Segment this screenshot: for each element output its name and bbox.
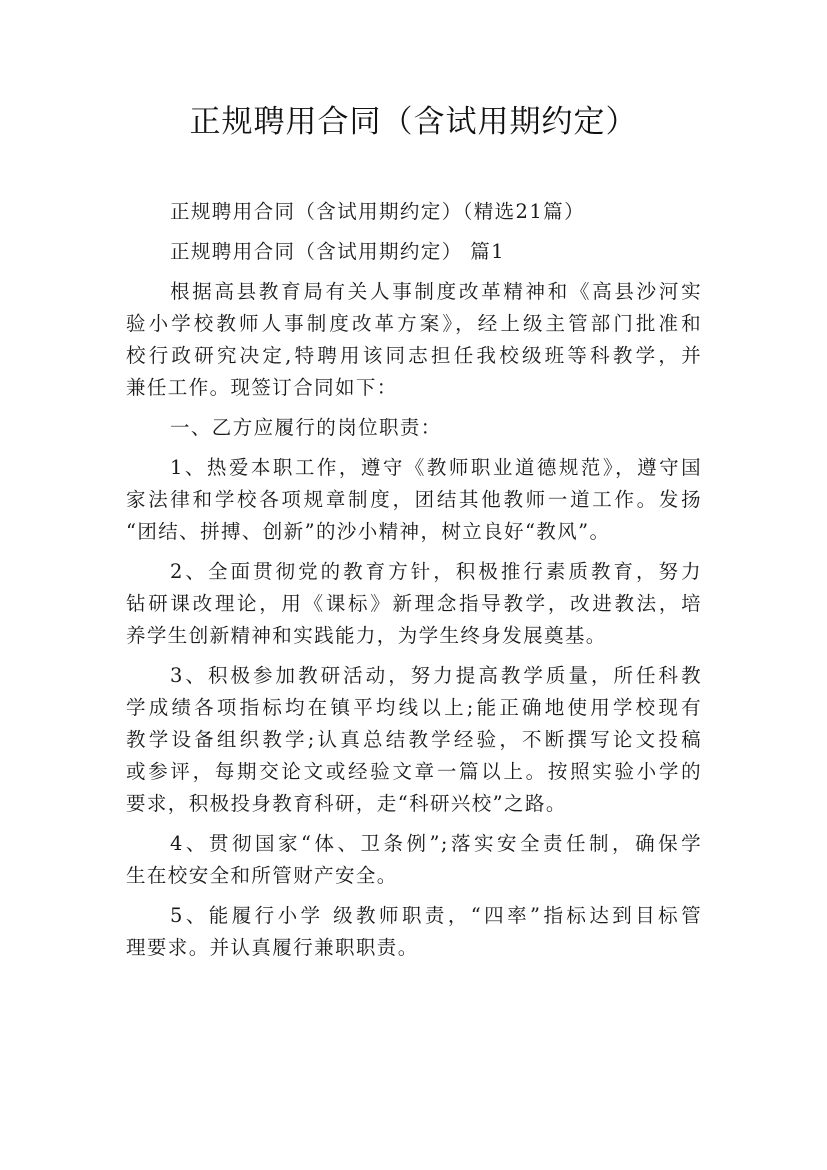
- paragraph-line: 养学生创新精神和实践能力，为学生终身发展奠基。: [126, 624, 607, 647]
- subtitle-line: 正规聘用合同（含试用期约定）（精选21篇）: [170, 200, 585, 223]
- paragraph-line: 校行政研究决定,特聘用该同志担任我校级班等科教学，并: [126, 344, 702, 367]
- paragraph-line: 学成绩各项指标均在镇平均线以上;能正确地使用学校现有: [126, 696, 702, 719]
- paragraph-line: 教学设备组织教学;认真总结教学经验，不断撰写论文投稿: [126, 728, 702, 751]
- paragraph-line: 理要求。并认真履行兼职职责。: [126, 936, 419, 959]
- paragraph-line: 5、能履行小学 级教师职责，“四率”指标达到目标管: [170, 904, 702, 927]
- paragraph-line: 或参评，每期交论文或经验文章一篇以上。按照实验小学的: [126, 760, 702, 783]
- paragraph-line: 4、贯彻国家“体、卫条例”;落实安全责任制，确保学: [170, 832, 702, 855]
- paragraph-line: 2、全面贯彻党的教育方针，积极推行素质教育，努力: [170, 560, 702, 583]
- document-body: [126, 196, 702, 964]
- paragraph-line: 家法律和学校各项规章制度，团结其他教师一道工作。发扬: [126, 488, 702, 511]
- document-title: 正规聘用合同（含试用期约定）: [189, 104, 638, 140]
- paragraph-line: 根据高县教育局有关人事制度改革精神和《高县沙河实: [170, 280, 702, 303]
- paragraph-line: 3、积极参加教研活动，努力提高教学质量，所任科教: [170, 664, 702, 687]
- paragraph-line: 钻研课改理论，用《课标》新理念指导教学，改进教法，培: [126, 592, 702, 615]
- section-heading-line: 正规聘用合同（含试用期约定） 篇1: [170, 240, 505, 263]
- paragraph-line: 要求，积极投身教育科研，走“科研兴校”之路。: [126, 792, 567, 815]
- paragraph-line: 生在校安全和所管财产安全。: [126, 864, 398, 887]
- paragraph-line: 兼任工作。现签订合同如下：: [126, 376, 398, 399]
- paragraph-line: “团结、拼搏、创新”的沙小精神，树立良好“教风”。: [126, 520, 611, 543]
- paragraph-line: 1、热爱本职工作，遵守《教师职业道德规范》，遵守国: [170, 456, 702, 479]
- paragraph-line: 验小学校教师人事制度改革方案》，经上级主管部门批准和: [126, 312, 702, 335]
- clause-heading-line: 一、乙方应履行的岗位职责：: [170, 416, 442, 439]
